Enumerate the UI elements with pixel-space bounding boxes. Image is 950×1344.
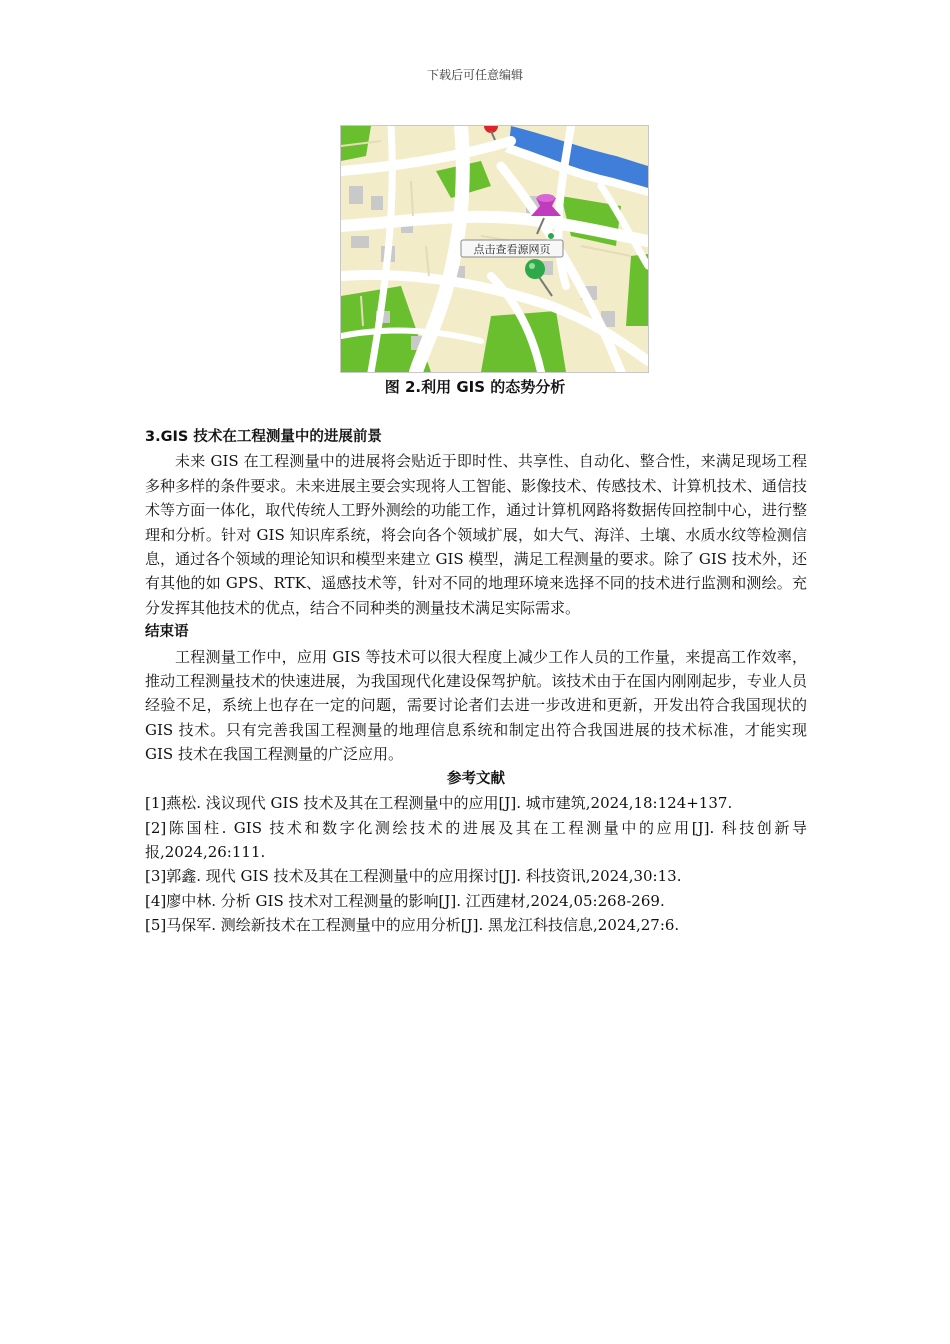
conclusion-paragraph: 工程测量工作中，应用 GIS 等技术可以很大程度上减少工作人员的工作量，来提高工作效率，推动工程测量技术的快速进展，为我国现代化建设保驾护航。该技术由于在国内刚刚起步，专业人员经验不足，系统上也存在一定的问题，需要讨论者们去进一步改进和更新，开发出符合我国现状的 GIS 技术。只有完善我国工程测量的地理信息系统和制定出符合我国进展的技术标准，才能实现 GIS 技术在我国工程测量的广泛应用。	[145, 647, 807, 764]
section-heading: 3.GIS 技术在工程测量中的进展前景	[145, 429, 382, 445]
figure-caption: 图 2.利用 GIS 的态势分析	[384, 378, 566, 396]
map-tooltip-text: 点击查看源网页	[473, 243, 551, 256]
header-note: 下载后可任意编辑	[426, 68, 523, 82]
map-illustration	[341, 126, 648, 372]
references-title: 参考文献	[447, 770, 505, 787]
conclusion-heading: 结束语	[145, 624, 189, 641]
reference-item: [5]马保军. 测绘新技术在工程测量中的应用分析[J]. 黑龙江科技信息,2024,27:6.	[145, 916, 680, 935]
reference-item: [2]陈国柱. GIS 技术和数字化测绘技术的进展及其在工程测量中的应用[J]. 科技创新导报,2024,26:111.	[145, 818, 807, 861]
map-tooltip	[461, 240, 563, 257]
reference-item: [3]郭鑫. 现代 GIS 技术及其在工程测量中的应用探讨[J]. 科技资讯,2024,30:13.	[145, 867, 682, 886]
section-paragraph: 未来 GIS 在工程测量中的进展将会贴近于即时性、共享性、自动化、整合性，来满足现场工程多种多样的条件要求。未来进展主要会实现将人工智能、影像技术、传感技术、计算机技术、通信技术等方面一体化，取代传统人工野外测绘的功能工作，通过计算机网路将数据传回控制中心，进行整理和分析。针对 GIS 知识库系统，将会向各个领域扩展，如大气、海洋、土壤、水质水纹等检测信息，通过各个领域的理论知识和模型来建立 GIS 模型，满足工程测量的要求。除了 GIS 技术外，还有其他的如 GPS、RTK、遥感技术等，针对不同的地理环境来选择不同的技术进行监测和测绘。充分发挥其他技术的优点，结合不同种类的测量技术满足实际需求。	[145, 452, 807, 617]
map-figure	[340, 125, 649, 373]
document-body	[145, 425, 807, 938]
reference-item: [1]燕松. 浅议现代 GIS 技术及其在工程测量中的应用[J]. 城市建筑,2024,18:124+137.	[145, 794, 733, 813]
reference-item: [4]廖中林. 分析 GIS 技术对工程测量的影响[J]. 江西建材,2024,05:268-269.	[145, 891, 665, 910]
